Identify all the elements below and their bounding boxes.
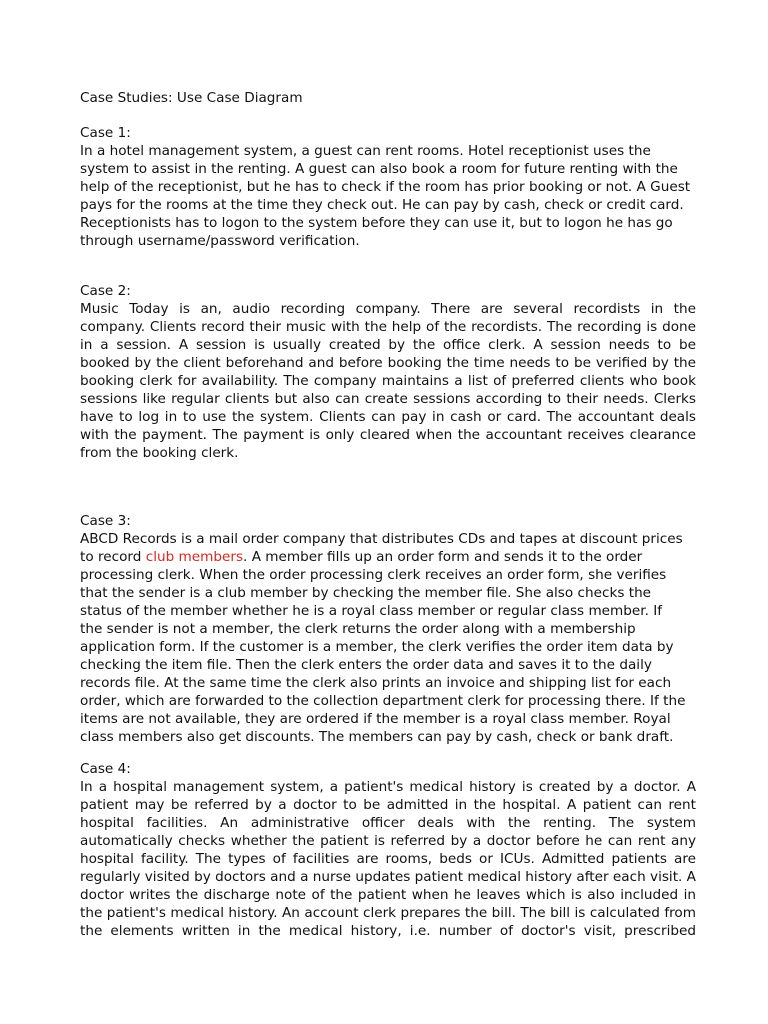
case-3-line: application form. If the customer is a member, the clerk verifies the order item data by [80, 639, 674, 655]
case-3-heading: Case 3: [80, 513, 131, 529]
case-2-line: booked by the client beforehand and before booking the time needs to be verified by the [80, 355, 696, 371]
club-members-highlight: club members [145, 549, 244, 565]
case-4-line: In a hospital management system, a patient's medical history is created by a doctor. A [80, 779, 696, 795]
case-3-line: records file. At the same time the clerk also prints an invoice and shipping list for each [80, 675, 672, 691]
case-2-line: sessions like regular clients but also can create sessions according to their needs. Clerks [80, 391, 696, 407]
case-4-section [80, 760, 696, 940]
case-2-body [80, 300, 696, 462]
case-4-line: regularly visited by doctors and a nurse updates patient medical history after each visit. A [80, 869, 696, 885]
case-3-body [80, 530, 696, 746]
case-1-line: In a hotel management system, a guest can rent rooms. Hotel receptionist uses the [80, 143, 651, 159]
case-4-line: hospital facilities. An administrative officer deals with the renting. The system [80, 815, 696, 831]
case-4-line: the elements written in the medical history, i.e. number of doctor's visit, prescribed [80, 923, 696, 939]
case-1-line: pays for the rooms at the time they check out. He can pay by cash, check or credit card. [80, 197, 684, 213]
case-1-line: system to assist in the renting. A guest can also book a room for future renting with the [80, 161, 678, 177]
case-3-line-with-highlight [80, 548, 696, 566]
case-2-heading: Case 2: [80, 283, 131, 299]
case-2-line: in a session. A session is usually created by the office clerk. A session needs to be [80, 337, 696, 353]
case-1-section [80, 124, 696, 250]
case-2-line: Music Today is an, audio recording company. There are several recordists in the [80, 301, 696, 317]
case-4-line: automatically checks whether the patient is referred by a doctor before he can rent any [80, 833, 696, 849]
case-1-line: Receptionists has to logon to the system before they can use it, but to logon he has go [80, 215, 673, 231]
case-3-line: items are not available, they are ordered if the member is a royal class member. Royal [80, 711, 671, 727]
case-1-line: help of the receptionist, but he has to check if the room has prior booking or not. A Guest [80, 179, 691, 195]
case-2-line: from the booking clerk. [80, 445, 239, 461]
case-4-line: hospital facility. The types of facilities are rooms, beds or ICUs. Admitted patients are [80, 851, 696, 867]
case-4-line: doctor writes the discharge note of the patient when he leaves which is also included in [80, 887, 696, 903]
case-3-line: class members also get discounts. The members can pay by cash, check or bank draft. [80, 729, 674, 745]
case-2-section [80, 282, 696, 462]
case-3-section [80, 512, 696, 746]
case-3-line: order, which are forwarded to the collection department clerk for processing there. If the [80, 693, 686, 709]
case-2-line: company. Clients record their music with the help of the recordists. The recording is done [80, 319, 696, 335]
case-1-body [80, 142, 696, 250]
case-3-line-text: to record [80, 549, 146, 565]
case-1-line: through username/password verification. [80, 233, 360, 249]
case-2-line: booking clerk for availability. The company maintains a list of preferred clients who book [80, 373, 696, 389]
case-2-line: with the payment. The payment is only cleared when the accountant receives clearance [80, 427, 696, 443]
case-4-line: patient may be referred by a doctor to be admitted in the hospital. A patient can rent [80, 797, 696, 813]
case-3-line-text: . A member fills up an order form and sends it to the order [243, 549, 643, 565]
case-3-line: that the sender is a club member by checking the member file. She also checks the [80, 585, 652, 601]
case-2-line: have to log in to use the system. Clients can pay in cash or card. The accountant deals [80, 409, 696, 425]
case-3-line: status of the member whether he is a royal class member or regular class member. If [80, 603, 663, 619]
case-3-line: ABCD Records is a mail order company that distributes CDs and tapes at discount prices [80, 531, 683, 547]
case-3-line: processing clerk. When the order processing clerk receives an order form, she verifies [80, 567, 667, 583]
case-1-heading: Case 1: [80, 125, 131, 141]
document-title: Case Studies: Use Case Diagram [80, 90, 303, 106]
case-4-heading: Case 4: [80, 761, 131, 777]
case-3-line: checking the item file. Then the clerk enters the order data and saves it to the daily [80, 657, 652, 673]
case-4-body [80, 778, 696, 940]
case-3-line: the sender is not a member, the clerk returns the order along with a membership [80, 621, 636, 637]
case-4-line: the patient's medical history. An account clerk prepares the bill. The bill is calculated from [80, 905, 696, 921]
